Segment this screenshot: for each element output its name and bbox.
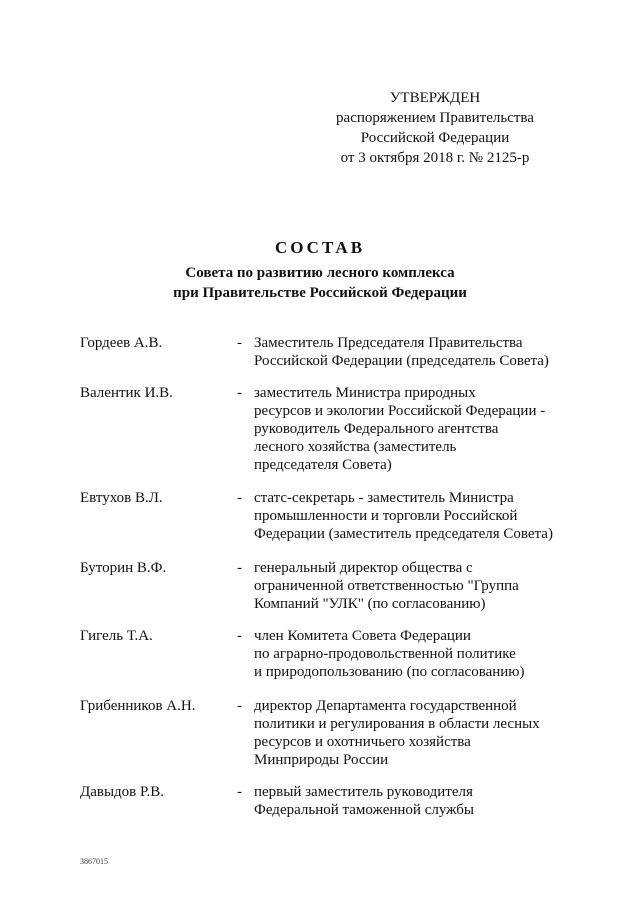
member-role-line: Федерации (заместитель председателя Совета) xyxy=(254,526,553,542)
document-number: 3867015 xyxy=(80,857,108,866)
member-name: Гигель Т.А. xyxy=(80,628,153,644)
member-role-line: лесного хозяйства (заместитель xyxy=(254,439,457,455)
member-role-line: ресурсов и охотничьего хозяйства xyxy=(254,734,471,750)
document-title: СОСТАВ xyxy=(274,238,366,257)
member-role-line: заместитель Министра природных xyxy=(254,385,476,401)
member-role-line: руководитель Федерального агентства xyxy=(254,421,499,437)
member-role-line: Минприроды России xyxy=(254,752,389,768)
member-role-line: промышленности и торговли Российской xyxy=(254,508,518,524)
member-role-line: ограниченной ответственностью "Группа xyxy=(254,578,519,594)
member-role xyxy=(254,559,580,613)
member-dash: - xyxy=(237,335,242,351)
member-role-line: председателя Совета) xyxy=(254,457,392,473)
member-role-line: ресурсов и экологии Российской Федерации - xyxy=(254,403,546,419)
member-role xyxy=(254,783,580,819)
subtitle-line: Совета по развитию лесного комплекса xyxy=(185,265,455,281)
member-dash: - xyxy=(237,385,242,401)
member-role xyxy=(254,627,580,681)
member-role-line: Федеральной таможенной службы xyxy=(254,802,475,818)
approval-heading: УТВЕРЖДЕН xyxy=(389,90,481,106)
member-role-line: член Комитета Совета Федерации xyxy=(254,628,471,644)
approval-line: распоряжением Правительства xyxy=(336,110,534,126)
member-role xyxy=(254,334,580,370)
member-role-line: и природопользованию (по согласованию) xyxy=(254,664,525,680)
member-name: Валентик И.В. xyxy=(80,385,173,401)
member-role xyxy=(254,489,580,543)
approval-block xyxy=(300,88,570,168)
member-role-line: по аграрно-продовольственной политике xyxy=(254,646,516,662)
member-role-line: статс-секретарь - заместитель Министра xyxy=(254,490,514,506)
member-dash: - xyxy=(237,560,242,576)
approval-date-number: от 3 октября 2018 г. № 2125-р xyxy=(340,150,530,166)
member-name: Буторин В.Ф. xyxy=(80,560,167,576)
member-role-line: Компаний "УЛК" (по согласованию) xyxy=(254,596,486,612)
member-dash: - xyxy=(237,628,242,644)
member-role-line: первый заместитель руководителя xyxy=(254,784,473,800)
member-name: Давыдов Р.В. xyxy=(80,784,164,800)
member-role-line: Заместитель Председателя Правительства xyxy=(254,335,523,351)
member-dash: - xyxy=(237,490,242,506)
member-role-line: политики и регулирования в области лесных xyxy=(254,716,540,732)
member-name: Грибенников А.Н. xyxy=(80,698,196,714)
member-role-line: директор Департамента государственной xyxy=(254,698,517,714)
member-role-line: Российской Федерации (председатель Совета) xyxy=(254,353,549,369)
member-name: Евтухов В.Л. xyxy=(80,490,163,506)
subtitle-line: при Правительстве Российской Федерации xyxy=(173,285,467,301)
member-dash: - xyxy=(237,784,242,800)
member-dash: - xyxy=(237,698,242,714)
approval-line: Российской Федерации xyxy=(360,130,510,146)
member-role xyxy=(254,384,580,474)
document-subtitle xyxy=(0,263,640,303)
member-role-line: генеральный директор общества с xyxy=(254,560,473,576)
member-role xyxy=(254,697,580,769)
member-name: Гордеев А.В. xyxy=(80,335,163,351)
